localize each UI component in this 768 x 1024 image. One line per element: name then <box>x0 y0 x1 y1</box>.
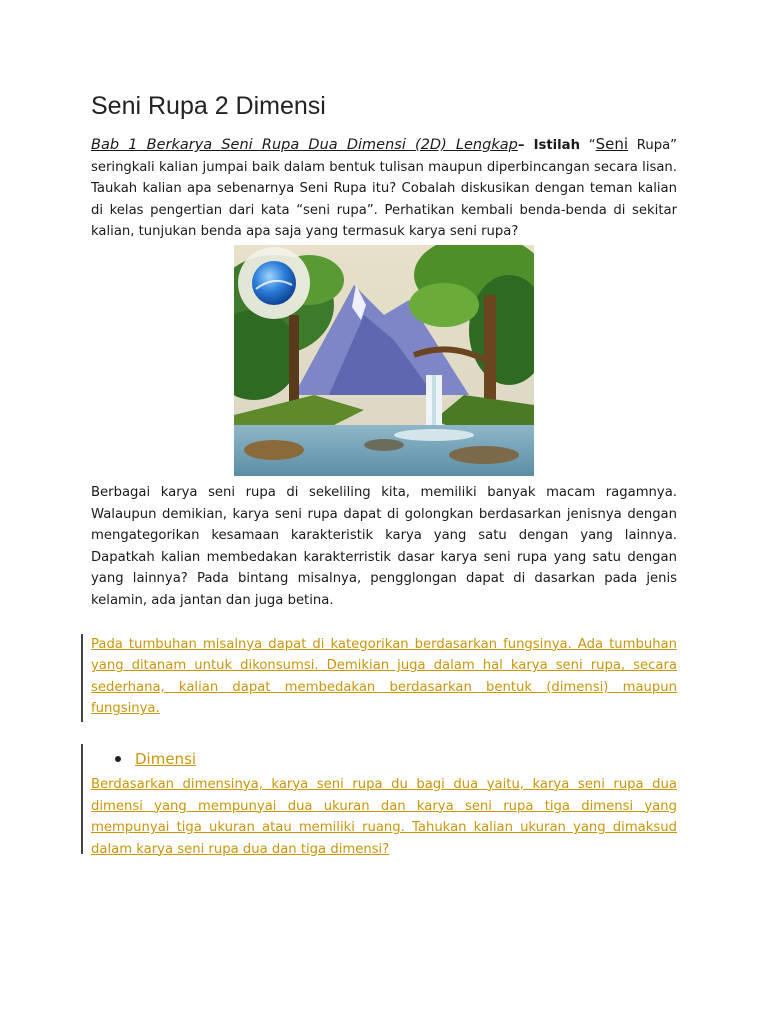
blockquote-plants <box>91 634 677 720</box>
intro-dash: – Istilah <box>517 138 580 153</box>
seni-word[interactable]: Seni <box>595 135 629 153</box>
quote-plants-text[interactable]: Pada tumbuhan misalnya dapat di kategorikan berdasarkan fungsinya. Ada tumbuhan yang ditanam untuk dikonsumsi. Demikian juga dalam hal karya seni rupa, secara sederhana, kalian dapat membedakan berdasarkan bentuk (dimensi) maupun fungsinya. <box>91 636 677 717</box>
blockquote-dimensi <box>91 748 677 860</box>
quote-open: “ <box>588 138 596 153</box>
dimensi-link[interactable]: Dimensi <box>135 749 197 768</box>
landscape-painting-image <box>234 245 534 476</box>
intro-text: Rupa” seringkali kalian jumpai baik dalam bentuk tulisan maupun diperbincangan secara lisan. Taukah kalian apa sebenarnya Seni Rupa itu? Cobalah diskusikan dengan teman kalian di kelas pengertian dari kata “seni rupa”. Perhatikan kembali benda-benda di sekitar kalian, tunjukan benda apa saja yang termasuk karya seni rupa? <box>91 138 678 240</box>
bullet-icon <box>115 756 121 762</box>
intro-paragraph <box>91 134 677 243</box>
document-page <box>91 88 677 860</box>
quote-bar <box>81 634 83 722</box>
page-title: Seni Rupa 2 Dimensi <box>91 92 326 120</box>
painting-svg <box>234 245 534 476</box>
chapter-link[interactable]: Bab 1 Berkarya Seni Rupa Dua Dimensi (2D) Lengkap <box>91 137 518 153</box>
globe-logo-icon <box>238 247 310 319</box>
bullet-item-dimensi <box>115 748 677 770</box>
quote-bar-2 <box>81 744 83 854</box>
body-paragraph: Berbagai karya seni rupa di sekeliling kita, memiliki banyak macam ragamnya. Walaupun demikian, karya seni rupa dapat di golongkan berdasarkan jenisnya dengan mengategorikan kesamaan karakteristik karya yang satu dengan yang lainnya. Dapatkah kalian membedakan karakterristik dasar karya seni rupa yang satu dengan yang lainnya? Pada bintang misalnya, pengglongan dapat di dasarkan pada jenis kelamin, ada jantan dan juga betina. <box>91 484 677 608</box>
quote-dimensi-text[interactable]: Berdasarkan dimensinya, karya seni rupa du bagi dua yaitu, karya seni rupa dua dimensi yang mempunyai dua ukuran dan karya seni rupa tiga dimensi yang mempunyai tiga ukuran atau memiliki ruang. Tahukan kalian ukuran yang dimaksud dalam karya seni rupa dua dan tiga dimensi? <box>91 776 677 857</box>
